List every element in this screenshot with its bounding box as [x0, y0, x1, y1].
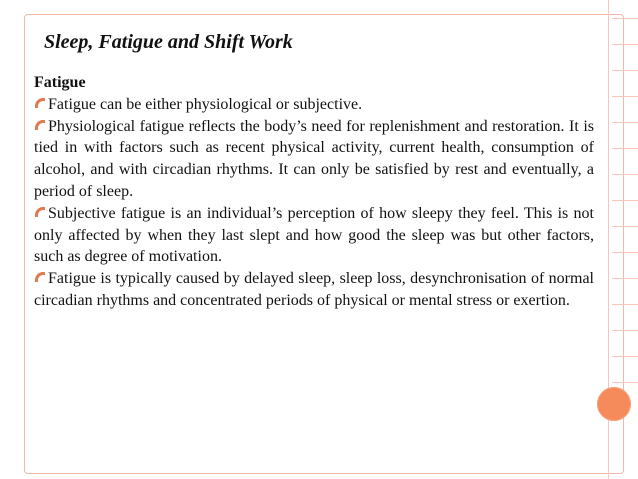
decorative-horizontal-line	[612, 44, 638, 45]
decorative-horizontal-line	[612, 200, 638, 201]
curved-arrow-bullet-icon	[35, 272, 45, 282]
bullet-text: Fatigue can be either physiological or subjective.	[48, 95, 363, 113]
curved-arrow-bullet-icon	[35, 120, 45, 130]
decorative-horizontal-line	[612, 304, 638, 305]
bullet-item	[34, 203, 594, 268]
decorative-horizontal-line	[612, 70, 638, 71]
bullet-item	[34, 94, 594, 116]
decorative-horizontal-line	[612, 174, 638, 175]
decorative-horizontal-line	[612, 96, 638, 97]
slide-content	[34, 72, 594, 312]
decorative-horizontal-line	[612, 122, 638, 123]
section-heading: Fatigue	[34, 74, 86, 91]
bullet-text: Fatigue is typically caused by delayed sleep, sleep loss, desynchronisation of normal circadian rhythms and concentrated periods of physical or mental stress or exertion.	[34, 270, 594, 309]
decorative-horizontal-line	[612, 330, 638, 331]
bullet-item	[34, 268, 594, 312]
slide-title: Sleep, Fatigue and Shift Work	[44, 31, 293, 53]
decorative-horizontal-line	[612, 148, 638, 149]
curved-arrow-bullet-icon	[35, 98, 45, 108]
decorative-horizontal-line	[612, 356, 638, 357]
decorative-horizontal-line	[612, 382, 638, 383]
decorative-horizontal-line	[612, 18, 638, 19]
bullet-item	[34, 116, 594, 203]
bullet-text: Physiological fatigue reflects the body’s need for replenishment and restoration. It is tied in with factors such as recent physical activity, current health, consumption of alcohol, and with circadian rhythms. It can only be satisfied by rest and eventually, a period of sleep.	[34, 117, 594, 200]
decorative-horizontal-line	[612, 226, 638, 227]
decorative-horizontal-line	[612, 278, 638, 279]
decorative-circle	[597, 387, 631, 421]
decorative-horizontal-line	[612, 252, 638, 253]
curved-arrow-bullet-icon	[35, 207, 45, 217]
bullet-text: Subjective fatigue is an individual’s perception of how sleepy they feel. This is not only affected by when they last slept and how good the sleep was but other factors, such as degree of motivation.	[34, 204, 594, 266]
